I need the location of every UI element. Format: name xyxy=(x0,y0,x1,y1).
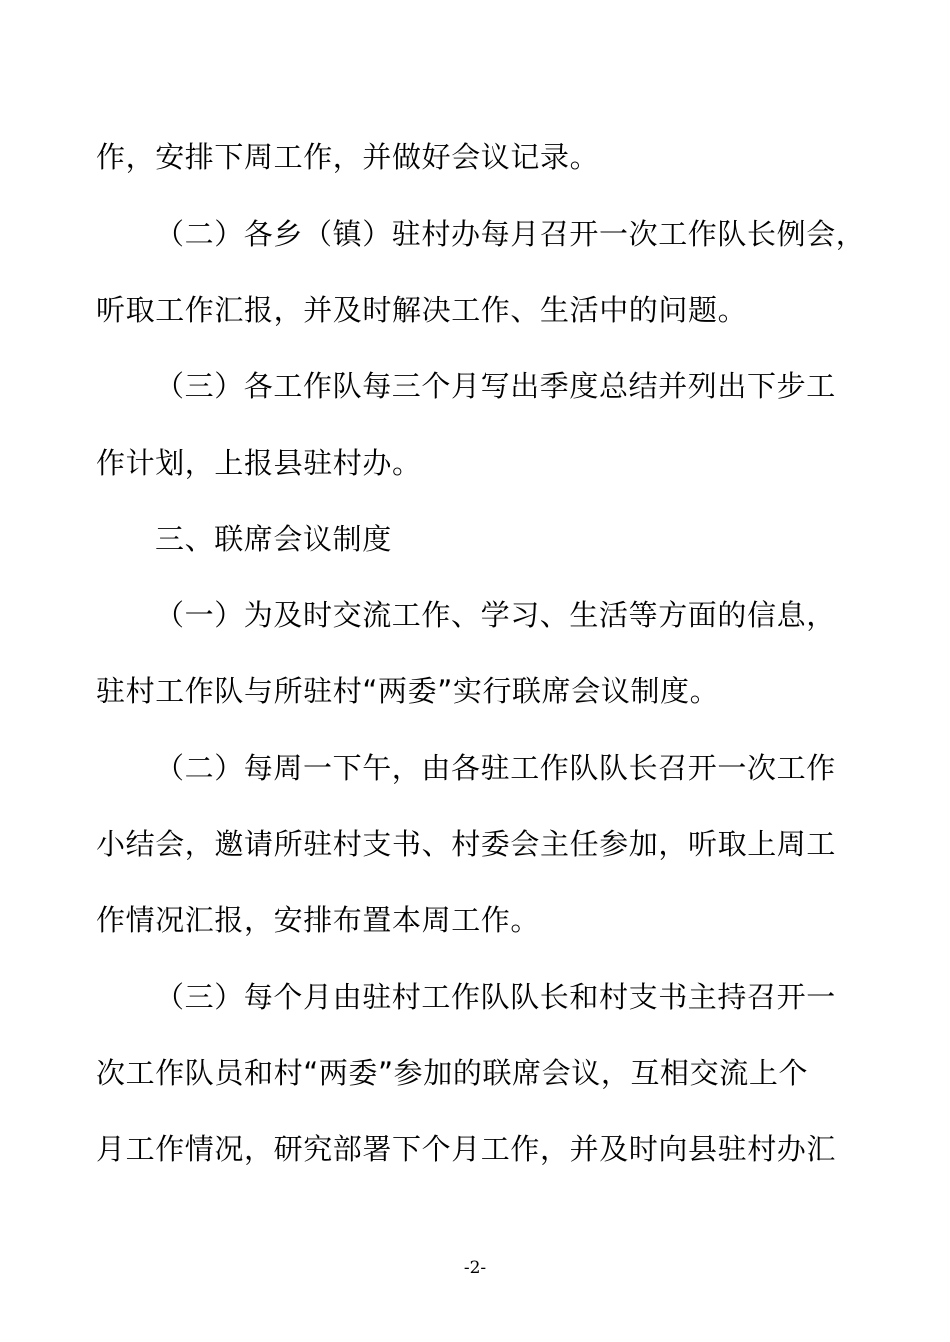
paragraph-line-10: 小结会，邀请所驻村支书、村委会主任参加，听取上周工 xyxy=(96,827,837,861)
paragraph-line-4: （三）各工作队每三个月写出季度总结并列出下步工 xyxy=(155,369,836,403)
section-heading: 三、联席会议制度 xyxy=(155,522,392,556)
paragraph-line-3: 听取工作汇报，并及时解决工作、生活中的问题。 xyxy=(96,293,748,327)
paragraph-line-14: 月工作情况，研究部署下个月工作，并及时向县驻村办汇 xyxy=(96,1132,837,1166)
paragraph-line-8: 驻村工作队与所驻村“两委”实行联席会议制度。 xyxy=(96,674,720,708)
paragraph-line-7: （一）为及时交流工作、学习、生活等方面的信息， xyxy=(155,598,836,632)
paragraph-line-11: 作情况汇报，安排布置本周工作。 xyxy=(96,903,541,937)
page-number: -2- xyxy=(463,1258,487,1278)
paragraph-line-5: 作计划，上报县驻村办。 xyxy=(96,446,422,480)
paragraph-line-2: （二）各乡（镇）驻村办每月召开一次工作队长例会， xyxy=(155,217,866,251)
paragraph-line-9: （二）每周一下午，由各驻工作队队长召开一次工作 xyxy=(155,751,836,785)
paragraph-line-1: 作，安排下周工作，并做好会议记录。 xyxy=(96,140,600,174)
paragraph-line-13: 次工作队员和村“两委”参加的联席会议，互相交流上个 xyxy=(96,1056,809,1090)
paragraph-line-12: （三）每个月由驻村工作队队长和村支书主持召开一 xyxy=(155,980,836,1014)
